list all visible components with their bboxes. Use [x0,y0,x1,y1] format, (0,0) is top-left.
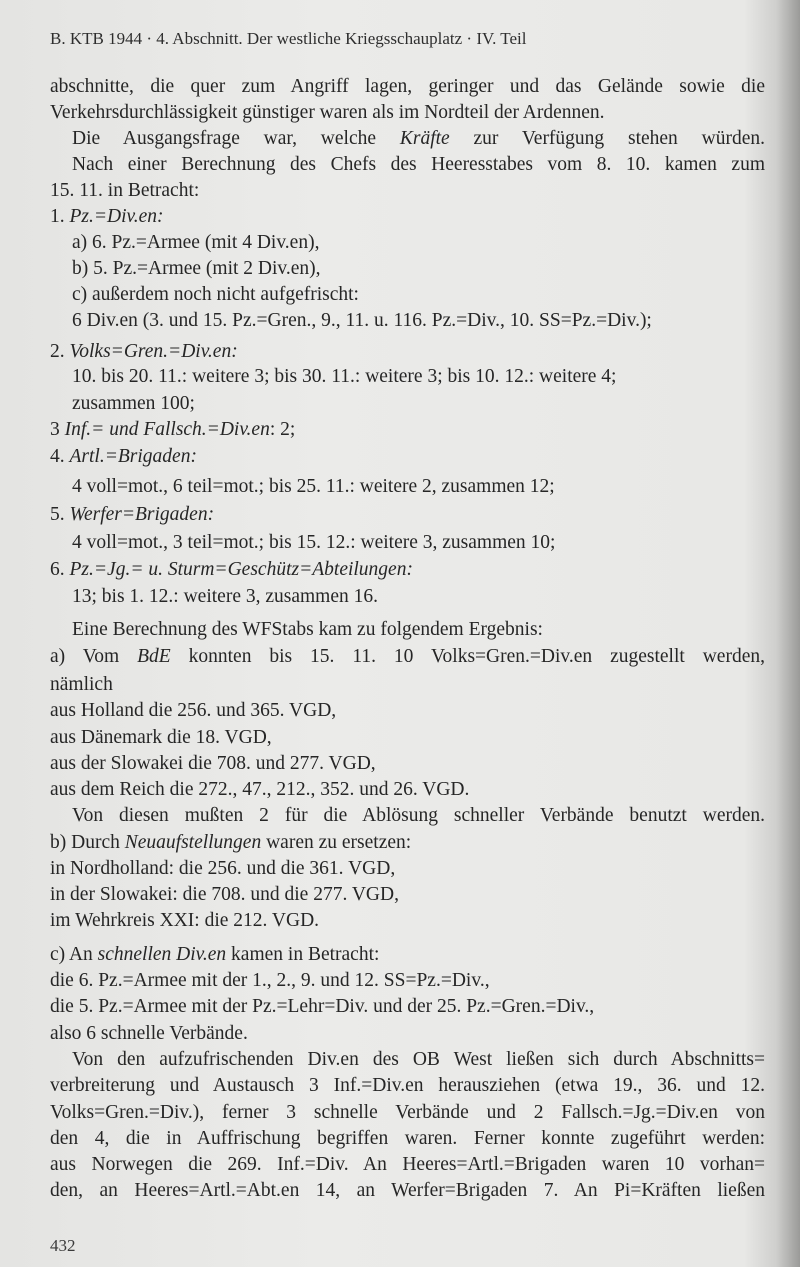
text-segment: aus der Slowakei die 708. und 277. VGD, [50,753,376,774]
text-segment: zusammen 100; [72,393,195,414]
text-line [72,530,765,556]
text-segment: Nach einer Berechnung des Chefs des Heeresstabes vom 8. 10. kamen zum [72,154,765,175]
text-line [50,1100,765,1126]
text-line [50,100,765,126]
text-segment: nämlich [50,674,113,695]
text-segment: b) Durch [50,832,125,853]
text-line [50,1152,765,1178]
text-line [50,942,765,968]
text-segment: Volks=Gren.=Div.), ferner 3 schnelle Verbände und 2 Fallsch.=Jg.=Div.en von [50,1102,765,1123]
text-line [50,1178,765,1204]
text-line [50,204,765,230]
text-line [50,1021,765,1047]
text-segment: 13; bis 1. 12.: weitere 3, zusammen 16. [72,586,378,607]
italic-text: Inf.= und Fallsch.=Div.en [64,419,270,440]
text-segment: also 6 schnelle Verbände. [50,1023,248,1044]
text-segment: die 6. Pz.=Armee mit der 1., 2., 9. und 12. SS=Pz.=Div., [50,970,490,991]
text-line [72,364,765,390]
text-segment: a) Vom [50,646,138,667]
text-line [72,126,765,152]
text-line [50,777,765,803]
text-line [72,803,765,829]
text-segment: 6 Div.en (3. und 15. Pz.=Gren., 9., 11. u. 116. Pz.=Div., 10. SS=Pz.=Div.); [72,310,652,331]
text-segment: 6. [50,559,70,580]
text-segment: 4 voll=mot., 3 teil=mot.; bis 15. 12.: weitere 3, zusammen 10; [72,532,556,553]
text-segment: 1. [50,206,70,227]
italic-text: Volks=Gren.=Div.en: [69,341,238,362]
text-segment: 3 [50,419,65,440]
text-line [50,557,765,583]
page-number: 432 [50,1236,76,1255]
text-line [50,751,765,777]
text-line [50,994,765,1020]
text-line [72,230,765,256]
text-line [72,1047,765,1073]
text-segment: c) An [50,944,98,965]
text-line [50,74,765,100]
text-segment: die 5. Pz.=Armee mit der Pz.=Lehr=Div. und der 25. Pz.=Gren.=Div., [50,996,595,1017]
text-line [50,725,765,751]
text-line [50,178,765,204]
text-segment: verbreiterung und Austausch 3 Inf.=Div.en herausziehen (etwa 19., 36. und 12. [50,1075,765,1096]
italic-text: schnellen Div.en [97,944,227,965]
text-segment: 4 voll=mot., 6 teil=mot.; bis 25. 11.: weitere 2, zusammen 12; [72,476,555,497]
text-segment: in Nordholland: die 256. und die 361. VGD, [50,858,396,879]
text-segment: waren zu ersetzen: [261,832,412,853]
text-segment: Von diesen mußten 2 für die Ablösung schneller Verbände benutzt werden. [72,805,765,826]
text-segment: Die Ausgangsfrage war, welche [72,128,400,149]
italic-text: Werfer=Brigaden: [69,504,215,525]
text-line [50,444,765,470]
text-segment: den, an Heeres=Artl.=Abt.en 14, an Werfer=Brigaden 7. An Pi=Kräften ließen [50,1180,765,1201]
running-header: B. KTB 1944 · 4. Abschnitt. Der westliche Kriegsschauplatz · IV. Teil [50,29,527,48]
text-segment: 5. [50,504,70,525]
text-segment: aus Dänemark die 18. VGD, [50,727,272,748]
text-line [72,391,765,417]
text-line [50,644,765,670]
text-line [50,882,765,908]
text-line [72,282,765,308]
text-line [72,152,765,178]
text-segment: abschnitte, die quer zum Angriff lagen, geringer und das Gelände sowie die [50,76,765,97]
italic-text: Neuaufstellungen [124,832,262,853]
text-line [50,698,765,724]
text-segment: zur Verfügung stehen würden. [449,128,765,149]
text-segment: 4. [50,446,70,467]
text-line [50,1073,765,1099]
text-line [72,584,765,610]
text-segment: Verkehrsdurchlässigkeit günstiger waren als im Nordteil der Ardennen. [50,102,605,123]
text-line [72,256,765,282]
italic-text: BdE [137,646,171,667]
text-segment: aus Holland die 256. und 365. VGD, [50,700,337,721]
text-segment: 15. 11. in Betracht: [50,180,200,201]
text-line [50,672,765,698]
text-segment: in der Slowakei: die 708. und die 277. VGD, [50,884,399,905]
text-segment: im Wehrkreis XXI: die 212. VGD. [50,910,320,931]
italic-text: Artl.=Brigaden: [69,446,197,467]
text-segment: Von den aufzufrischenden Div.en des OB West ließen sich durch Abschnitts= [72,1049,765,1070]
text-segment: aus dem Reich die 272., 47., 212., 352. und 26. VGD. [50,779,470,800]
text-line [50,339,765,365]
text-segment: b) 5. Pz.=Armee (mit 2 Div.en), [72,258,321,279]
text-line [50,1126,765,1152]
text-segment: c) außerdem noch nicht aufgefrischt: [72,284,359,305]
text-line [50,908,765,934]
italic-text: Kräfte [399,128,450,149]
text-segment: aus Norwegen die 269. Inf.=Div. An Heeres=Artl.=Brigaden waren 10 vorhan= [50,1154,765,1175]
text-segment: 2. [50,341,70,362]
text-segment: 10. bis 20. 11.: weitere 3; bis 30. 11.: weitere 3; bis 10. 12.: weitere 4; [72,366,617,387]
text-segment: den 4, die in Auffrischung begriffen waren. Ferner konnte zugeführt werden: [50,1128,765,1149]
text-segment: Eine Berechnung des WFStabs kam zu folgendem Ergebnis: [72,619,543,640]
text-line [50,856,765,882]
text-line [72,617,765,643]
text-segment: a) 6. Pz.=Armee (mit 4 Div.en), [72,232,320,253]
text-line [50,830,765,856]
text-segment: kamen in Betracht: [226,944,380,965]
text-line [72,474,765,500]
text-line [50,417,765,443]
text-line [72,308,765,334]
text-line [50,502,765,528]
text-segment: konnten bis 15. 11. 10 Volks=Gren.=Div.en zugestellt werden, [170,646,765,667]
italic-text: Pz.=Jg.= u. Sturm=Geschütz=Abteilungen: [69,559,413,580]
text-segment: : 2; [269,419,296,440]
text-line [50,968,765,994]
italic-text: Pz.=Div.en: [69,206,164,227]
